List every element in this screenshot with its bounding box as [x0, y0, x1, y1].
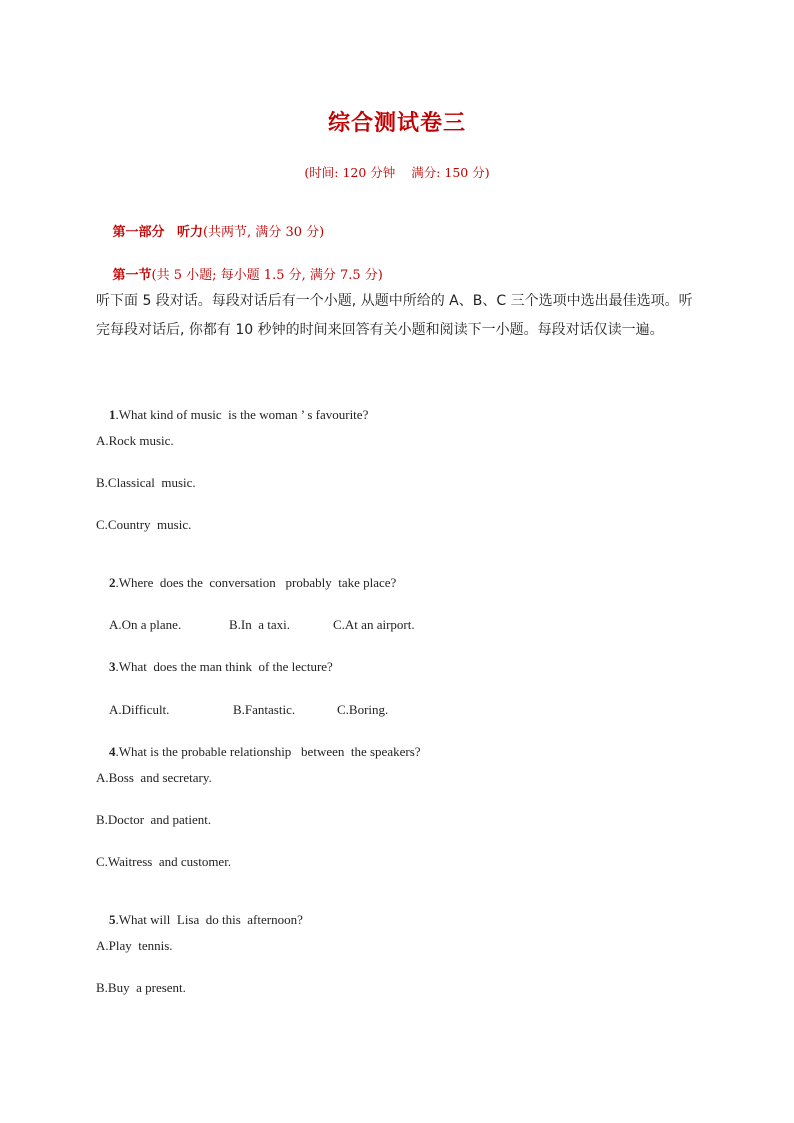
question-number: 4 — [109, 744, 116, 759]
part-note: (共两节, 满分 30 分) — [202, 225, 325, 240]
part-title: 第一部分 — [112, 225, 165, 240]
question-text: .Where does the conversation probably take place? — [115, 575, 397, 590]
option-2a: A.On a plane. — [109, 617, 182, 632]
question-number: 1 — [109, 407, 116, 422]
option-2b: B.In a taxi. — [229, 617, 291, 632]
question-3 — [96, 643, 333, 691]
option-1a: A.Rock music. — [96, 433, 174, 448]
question-2 — [96, 559, 396, 607]
exam-info: (时间: 120 分钟 满分: 150 分) — [304, 165, 490, 180]
options-2 — [96, 601, 415, 649]
instructions: 听下面 5 段对话。每段对话后有一个小题, 从题中所给的 A、B、C 三个选项中选出最佳选项。听完每段对话后, 你都有 10 秒钟的时间来回答有关小题和阅读下一小题。每段对话仅读一遍。 — [96, 293, 693, 338]
question-5 — [96, 896, 303, 944]
option-5a: A.Play tennis. — [96, 938, 173, 953]
section-title: 第一节 — [112, 268, 152, 283]
option-3b: B.Fantastic. — [233, 702, 296, 717]
option-1b: B.Classical music. — [96, 475, 196, 490]
option-5b: B.Buy a present. — [96, 980, 186, 995]
question-number: 2 — [109, 575, 116, 590]
question-number: 3 — [109, 659, 116, 674]
page-title: 综合测试卷三 — [327, 111, 466, 136]
question-number: 5 — [109, 912, 116, 927]
question-1 — [96, 391, 368, 439]
part-label: 听力 — [176, 225, 203, 240]
option-1c: C.Country music. — [96, 517, 192, 532]
question-4 — [96, 728, 421, 776]
option-4a: A.Boss and secretary. — [96, 770, 212, 785]
option-3a: A.Difficult. — [109, 702, 170, 717]
question-text: .What does the man think of the lecture? — [115, 659, 333, 674]
option-4c: C.Waitress and customer. — [96, 854, 232, 869]
section-note: (共 5 小题; 每小题 1.5 分, 满分 7.5 分) — [151, 268, 383, 283]
question-text: .What is the probable relationship between the speakers? — [115, 744, 421, 759]
part-heading — [96, 206, 324, 255]
options-3 — [96, 686, 388, 734]
option-4b: B.Doctor and patient. — [96, 812, 212, 827]
option-3c: C.Boring. — [337, 702, 389, 717]
question-text: .What kind of music is the woman ’ s favourite? — [115, 407, 369, 422]
question-text: .What will Lisa do this afternoon? — [115, 912, 303, 927]
option-2c: C.At an airport. — [333, 617, 415, 632]
